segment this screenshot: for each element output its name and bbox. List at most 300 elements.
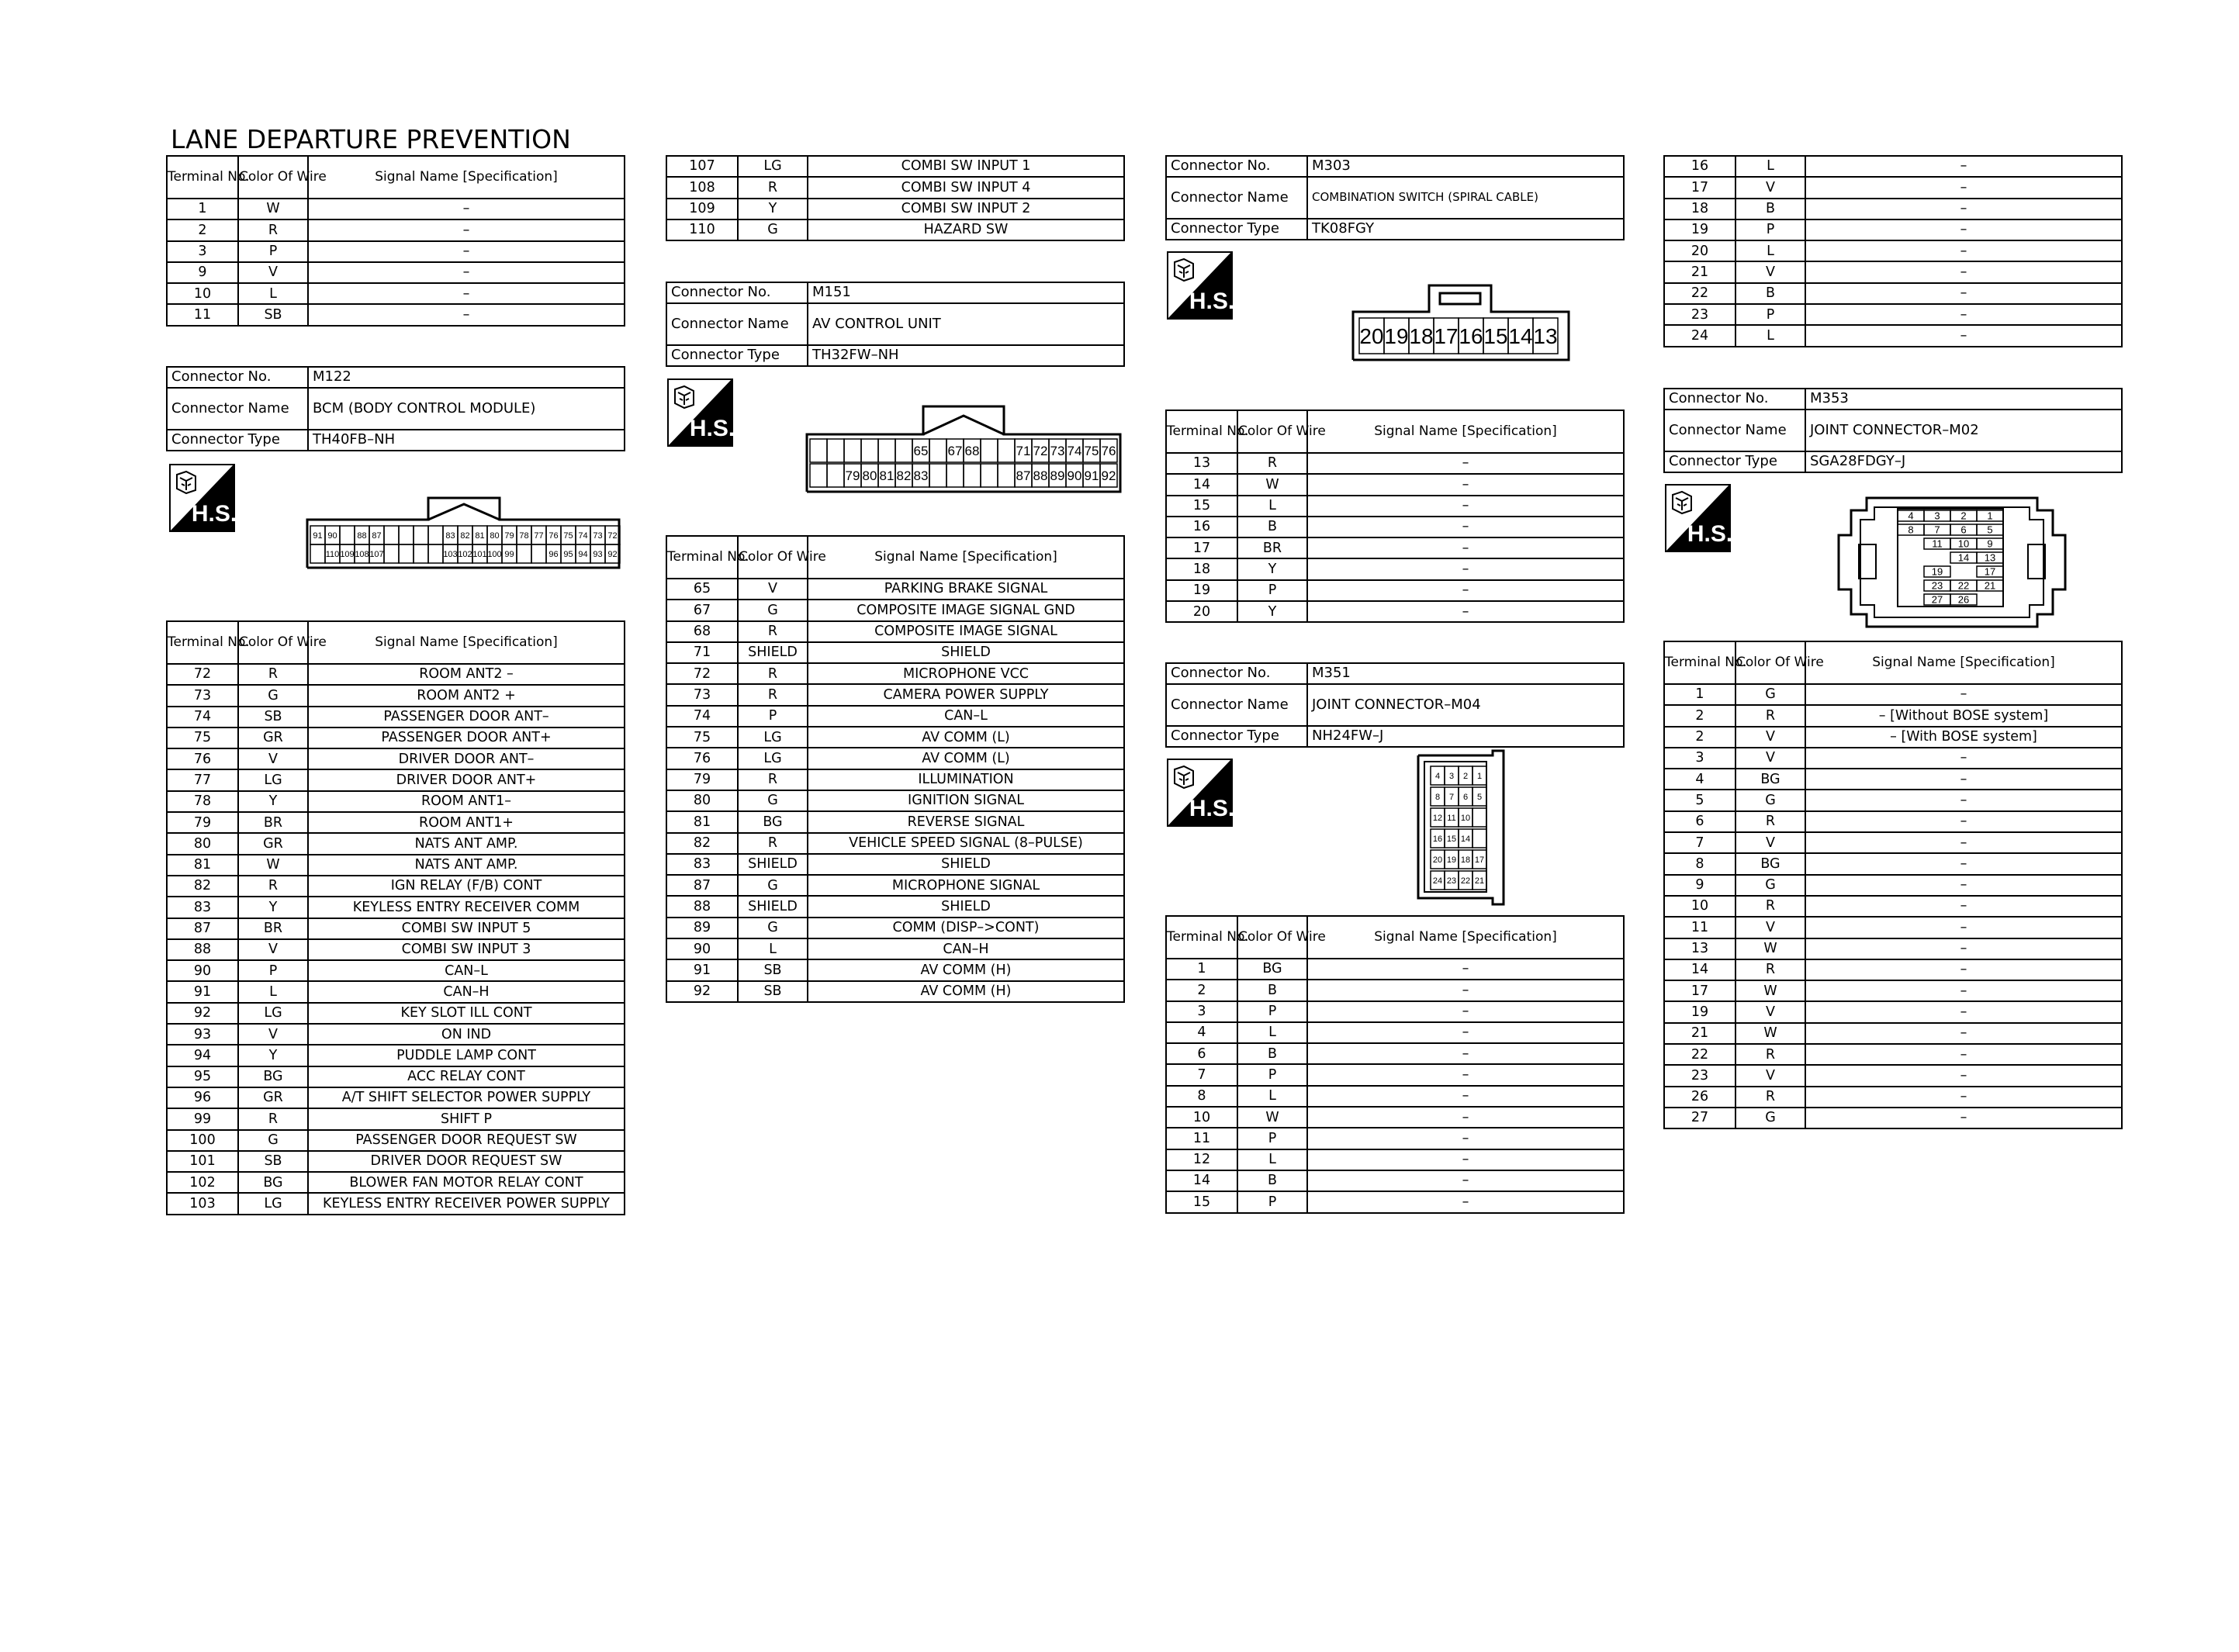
signal-name-cell: – [308,304,625,325]
connector-info-m353 [1663,388,2123,473]
wire-color-cell: V [1735,1001,1805,1022]
signal-name-cell: DRIVER DOOR ANT+ [308,769,625,790]
wire-color-cell: SHIELD [738,642,808,663]
signal-name-cell: IGN RELAY (F/B) CONT [308,876,625,897]
wire-color-cell: R [1735,1044,1805,1065]
terminal-no-cell: 24 [1664,325,1735,346]
signal-name-cell: AV COMM (L) [808,748,1124,769]
table-row [666,790,1124,811]
wire-color-cell: L [238,981,308,1002]
terminal-no-cell: 73 [666,684,738,705]
terminal-no-cell: 107 [666,156,738,177]
header-color-of-wire: Color Of Wire [1735,641,1805,684]
label-connector-name: Connector Name [167,388,308,430]
terminal-no-cell: 95 [167,1066,238,1087]
connector-pin-label: 21 [1474,876,1485,886]
connector-pin [1472,808,1486,827]
table-row [666,875,1124,896]
wire-color-cell: BR [238,812,308,833]
table-row [167,918,625,939]
connector-pin [310,544,325,563]
table-row [666,959,1124,980]
connector-pin-label: 2 [1960,510,1967,522]
table-row [167,1193,625,1214]
signal-name-cell: KEY SLOT ILL CONT [308,1003,625,1024]
terminal-no-cell: 3 [1664,748,1735,769]
wire-color-cell: R [738,833,808,854]
signal-name-cell: – [1307,1107,1624,1128]
table-row [666,684,1124,705]
table-row [1166,580,1624,601]
table-row [1166,453,1624,474]
signal-name-cell: – [1805,219,2122,240]
table-row [1664,1108,2122,1128]
table-row [1166,1086,1624,1107]
wire-color-cell: P [1237,1191,1307,1212]
wire-color-cell: P [1237,580,1307,601]
terminal-no-cell: 19 [1664,1001,1735,1022]
label-connector-type: Connector Type [1166,219,1307,240]
terminal-table-1 [166,155,625,327]
terminal-no-cell: 78 [167,791,238,812]
signal-name-cell: – [1805,684,2122,705]
label-connector-name: Connector Name [1166,177,1307,219]
connector-pin-label: 91 [313,531,323,541]
wire-color-cell: G [738,875,808,896]
connector-pin-label: 74 [578,531,588,541]
connector-pin-label: 2 [1462,771,1469,781]
wire-color-cell: P [1237,1001,1307,1022]
header-signal-name: Signal Name [Specification] [1805,641,2122,684]
header-color-of-wire: Color Of Wire [238,156,308,199]
wire-color-cell: R [238,219,308,240]
connector-pin-label: 72 [607,531,618,541]
signal-name-cell: PASSENGER DOOR ANT+ [308,728,625,748]
connector-pin-label: 67 [947,444,963,459]
terminal-no-cell: 99 [167,1108,238,1129]
hs-icon [169,464,235,532]
terminal-no-cell: 17 [1166,537,1237,558]
signal-name-cell: – [1307,1128,1624,1149]
terminal-no-cell: 4 [1664,769,1735,790]
label-connector-type: Connector Type [666,345,808,366]
table-row [1166,1128,1624,1149]
signal-name-cell: COMBI SW INPUT 3 [308,939,625,960]
signal-name-cell: – [1307,537,1624,558]
wire-color-cell: BG [238,1066,308,1087]
connector-type: NH24FW–J [1307,726,1624,747]
signal-name-cell: KEYLESS ENTRY RECEIVER POWER SUPPLY [308,1193,625,1214]
signal-name-cell: – [308,283,625,304]
wire-color-cell: BG [1237,959,1307,980]
terminal-no-cell: 103 [167,1193,238,1214]
terminal-no-cell: 22 [1664,283,1735,304]
connector-pin-label: 20 [1359,324,1384,349]
table-row [1664,684,2122,705]
table-row [666,177,1124,198]
table-row [1664,853,2122,874]
connector-pin-label: 14 [1460,834,1471,844]
terminal-no-cell: 73 [167,685,238,706]
terminal-no-cell: 91 [666,959,738,980]
terminal-no-cell: 89 [666,918,738,938]
terminal-no-cell: 15 [1166,496,1237,517]
table-row [1664,1065,2122,1086]
table-row [666,706,1124,727]
terminal-no-cell: 88 [167,939,238,960]
connector-pin-label: 82 [460,531,470,541]
signal-name-cell: – [1307,1170,1624,1191]
table-row [1166,959,1624,980]
signal-name-cell: CAN–H [808,938,1124,959]
wire-color-cell: SB [238,707,308,728]
wire-color-cell: G [1735,1108,1805,1128]
terminal-no-cell: 79 [167,812,238,833]
wire-color-cell: Y [238,1045,308,1066]
table-row [167,283,625,304]
connector-no: M353 [1805,389,2122,410]
connector-pin-label: 99 [504,549,514,559]
label-connector-no: Connector No. [167,367,308,388]
terminal-no-cell: 16 [1166,517,1237,537]
wire-color-cell: BR [238,918,308,939]
wire-color-cell: R [1735,896,1805,917]
connector-pin-label: 79 [504,531,514,541]
table-row [1664,1087,2122,1108]
table-row [167,1003,625,1024]
wire-color-cell: G [738,790,808,811]
signal-name-cell: – [1805,1023,2122,1044]
table-row [1166,980,1624,1001]
header-terminal-no: Terminal No. [167,156,238,199]
connector-pin-label: 79 [845,468,860,484]
table-row [1664,875,2122,896]
label-connector-type: Connector Type [167,430,308,451]
connector-pin-label: 80 [490,531,500,541]
connector-pin-label: 11 [1447,813,1456,823]
wire-color-cell: G [738,600,808,620]
signal-name-cell: – [1307,601,1624,622]
table-row [1166,1149,1624,1170]
wire-color-cell: G [738,219,808,240]
connector-pin-label: 18 [1460,855,1471,865]
table-row [1166,1191,1624,1212]
connector-pin-label: 94 [578,549,588,559]
wire-color-cell: W [1735,1023,1805,1044]
terminal-no-cell: 23 [1664,1065,1735,1086]
connector-type: SGA28FDGY–J [1805,451,2122,472]
connector-pin-label: 108 [355,549,369,559]
wire-color-cell: GR [238,728,308,748]
terminal-no-cell: 17 [1664,980,1735,1001]
wire-color-cell: L [1735,156,1805,177]
signal-name-cell: COMBI SW INPUT 1 [808,156,1124,177]
terminal-no-cell: 11 [1664,917,1735,938]
table-row [1664,832,2122,853]
signal-name-cell: – [1805,283,2122,304]
signal-name-cell: – [1307,580,1624,601]
signal-name-cell: – [1805,199,2122,219]
connector-pin-label: 75 [563,531,573,541]
wire-color-cell: LG [238,769,308,790]
wire-color-cell: R [1735,959,1805,980]
signal-name-cell: – [1805,748,2122,769]
connector-pin [810,464,827,487]
wire-color-cell: L [1237,1022,1307,1043]
terminal-no-cell: 88 [666,896,738,917]
connector-pin [929,439,946,462]
wire-color-cell: SHIELD [738,854,808,875]
wire-color-cell: L [1735,325,1805,346]
signal-name-cell: PASSENGER DOOR ANT– [308,707,625,728]
wire-color-cell: V [1735,917,1805,938]
connector-pin-label: 22 [1460,876,1471,886]
terminal-no-cell: 15 [1166,1191,1237,1212]
connector-pin [384,526,399,544]
connector-pin [414,526,428,544]
terminal-no-cell: 13 [1664,938,1735,959]
terminal-no-cell: 11 [167,304,238,325]
connector-pin-label: 7 [1448,792,1455,802]
connector-pin [384,544,399,563]
connector-pin-label: 4 [1908,510,1914,522]
wire-color-cell: GR [238,1087,308,1108]
hs-icon [667,378,733,447]
connector-pin [878,439,895,462]
connector-pin-label: 6 [1960,524,1967,536]
table-row [1166,474,1624,495]
table-row [1664,304,2122,325]
table-row [167,1087,625,1108]
table-row [1664,261,2122,282]
terminal-no-cell: 71 [666,642,738,663]
wire-color-cell: BG [1735,769,1805,790]
signal-name-cell: A/T SHIFT SELECTOR POWER SUPPLY [308,1087,625,1108]
connector-pin-label: 10 [1460,813,1471,823]
terminal-no-cell: 76 [167,748,238,769]
wire-color-cell: R [1735,705,1805,726]
wire-color-cell: BG [738,811,808,832]
signal-name-cell: – [1805,896,2122,917]
connector-name: COMBINATION SWITCH (SPIRAL CABLE) [1307,177,1624,219]
wire-color-cell: P [1237,1128,1307,1149]
wire-color-cell: W [1237,1107,1307,1128]
connector-pin-label: 19 [1446,855,1457,865]
connector-no: M151 [808,282,1124,303]
terminal-no-cell: 20 [1664,240,1735,261]
terminal-no-cell: 11 [1166,1128,1237,1149]
connector-pin-label: 8 [1434,792,1441,802]
terminal-no-cell: 80 [666,790,738,811]
connector-pin-label: 14 [1508,324,1533,349]
terminal-no-cell: 67 [666,600,738,620]
table-row [167,199,625,219]
connector-pin [981,439,998,462]
connector-pin-label: 68 [964,444,980,459]
table-row [167,728,625,748]
connector-no: M122 [308,367,625,388]
signal-name-cell: – [1805,875,2122,896]
signal-name-cell: – [1307,1001,1624,1022]
connector-pin-label: 12 [1432,813,1443,823]
table-row [666,579,1124,600]
wire-color-cell: R [238,876,308,897]
table-row [666,621,1124,642]
connector-pin-label: 23 [1931,579,1943,592]
header-color-of-wire: Color Of Wire [238,621,308,664]
signal-name-cell: NATS ANT AMP. [308,833,625,854]
terminal-no-cell: 81 [167,855,238,876]
connector-pin-label: 3 [1448,771,1455,781]
terminal-no-cell: 23 [1664,304,1735,325]
signal-name-cell: HAZARD SW [808,219,1124,240]
connector-pin-label: 76 [1101,444,1116,459]
connector-pin [895,439,912,462]
wire-color-cell: LG [738,156,808,177]
signal-name-cell: – [1805,261,2122,282]
connector-info-m303 [1165,155,1625,240]
wire-color-cell: L [1237,496,1307,517]
table-row [167,685,625,706]
wire-color-cell: Y [238,791,308,812]
wire-color-cell: B [1237,980,1307,1001]
signal-name-cell: PUDDLE LAMP CONT [308,1045,625,1066]
connector-pin-label: 5 [1987,524,1993,536]
table-row [1664,938,2122,959]
signal-name-cell: – [1805,769,2122,790]
terminal-no-cell: 82 [167,876,238,897]
terminal-table-m351 [1165,915,1625,1214]
connector-pin-label: 19 [1931,565,1943,578]
connector-pin-label: 4 [1434,771,1441,781]
signal-name-cell: – [1805,938,2122,959]
table-row [167,262,625,283]
signal-name-cell: IGNITION SIGNAL [808,790,1124,811]
terminal-no-cell: 3 [1166,1001,1237,1022]
terminal-no-cell: 14 [1664,959,1735,980]
terminal-no-cell: 13 [1166,453,1237,474]
connector-pin [340,526,355,544]
signal-name-cell: ILLUMINATION [808,769,1124,790]
connector-pin-label: 87 [1016,468,1031,484]
connector-pin [998,464,1015,487]
wire-color-cell: G [738,918,808,938]
terminal-no-cell: 74 [167,707,238,728]
signal-name-cell: DRIVER DOOR REQUEST SW [308,1151,625,1172]
terminal-no-cell: 1 [1664,684,1735,705]
table-row [1166,1064,1624,1085]
table-row [1664,748,2122,769]
terminal-no-cell: 1 [167,199,238,219]
wire-color-cell: Y [738,199,808,219]
connector-pin-label: 17 [1434,324,1459,349]
connector-pin-label: 88 [1033,468,1048,484]
connector-pin-label: 90 [1067,468,1082,484]
label-connector-name: Connector Name [666,303,808,345]
connector-pin-label: 26 [1957,593,1970,606]
table-row [167,855,625,876]
hs-icon [1167,759,1233,827]
table-row [167,241,625,262]
terminal-no-cell: 65 [666,579,738,600]
wire-color-cell: BG [238,1172,308,1193]
signal-name-cell: – [1307,453,1624,474]
signal-name-cell: – [1805,1044,2122,1065]
connector-type: TH40FB–NH [308,430,625,451]
terminal-no-cell: 17 [1664,177,1735,198]
signal-name-cell: ON IND [308,1024,625,1045]
table-row [167,1151,625,1172]
signal-name-cell: – [1307,1043,1624,1064]
table-row [167,664,625,685]
connector-pin-label: 21 [1984,579,1996,592]
connector-pin-label: 91 [1084,468,1099,484]
terminal-no-cell: 4 [1166,1022,1237,1043]
terminal-no-cell: 82 [666,833,738,854]
connector-pin-label: 81 [475,531,485,541]
connector-pin-label: 100 [487,549,502,559]
connector-pin-label: 17 [1474,855,1485,865]
header-terminal-no: Terminal No. [1166,410,1237,453]
terminal-no-cell: 80 [167,833,238,854]
header-signal-name: Signal Name [Specification] [1307,410,1624,453]
connector-pin-label: 16 [1432,834,1443,844]
terminal-no-cell: 21 [1664,1023,1735,1044]
connector-name: AV CONTROL UNIT [808,303,1124,345]
signal-name-cell: COMBI SW INPUT 5 [308,918,625,939]
connector-pin-label: 107 [369,549,384,559]
wire-color-cell: SB [738,981,808,1002]
connector-pin-label: 90 [327,531,337,541]
wire-color-cell: R [738,177,808,198]
table-row [1664,959,2122,980]
terminal-no-cell: 7 [1166,1064,1237,1085]
signal-name-cell: PARKING BRAKE SIGNAL [808,579,1124,600]
table-row [1664,240,2122,261]
hs-label: H.S. [1189,289,1235,314]
signal-name-cell: CAN–L [808,706,1124,727]
signal-name-cell: DRIVER DOOR ANT– [308,748,625,769]
signal-name-cell: COMM (DISP–>CONT) [808,918,1124,938]
table-row [167,1130,625,1151]
terminal-no-cell: 19 [1664,219,1735,240]
signal-name-cell: – [Without BOSE system] [1805,705,2122,726]
table-row [666,833,1124,854]
signal-name-cell: ROOM ANT2 – [308,664,625,685]
signal-name-cell: – [1307,959,1624,980]
signal-name-cell: – [1307,496,1624,517]
terminal-no-cell: 1 [1166,959,1237,980]
terminal-no-cell: 10 [1166,1107,1237,1128]
table-row [167,1024,625,1045]
signal-name-cell: MICROPHONE VCC [808,663,1124,684]
table-row [167,1045,625,1066]
terminal-no-cell: 20 [1166,601,1237,622]
signal-name-cell: ROOM ANT1+ [308,812,625,833]
terminal-table-m353 [1663,641,2123,1129]
terminal-no-cell: 87 [167,918,238,939]
terminal-no-cell: 12 [1166,1149,1237,1170]
connector-pin-label: 73 [1050,444,1065,459]
connector-pin-label: 13 [1984,551,1996,564]
connector-diagram-m353 [1836,496,2068,628]
table-row [1664,769,2122,790]
label-connector-no: Connector No. [1166,663,1307,684]
signal-name-cell: CAN–H [308,981,625,1002]
connector-pin [964,464,981,487]
connector-pin-label: 72 [1033,444,1048,459]
connector-pin-label: 83 [445,531,455,541]
